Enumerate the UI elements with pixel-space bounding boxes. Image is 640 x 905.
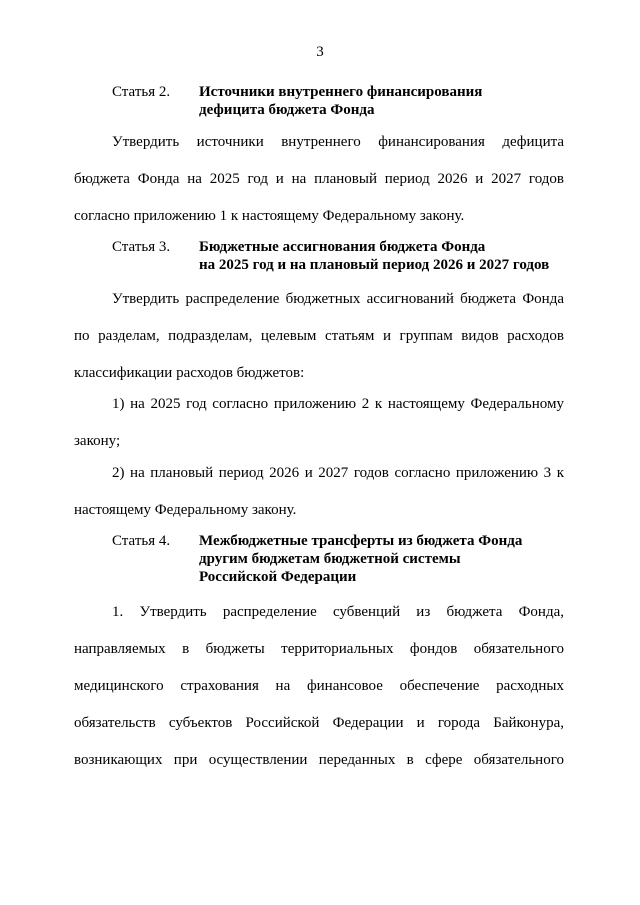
article-4-title-line-1: Межбюджетные трансферты из бюджета Фонда [199, 533, 523, 549]
article-3-title-line-1: Бюджетные ассигнования бюджета Фонда [199, 239, 486, 255]
article-3-item-1: 1) на 2025 год согласно приложению 2 к настоящему Федеральному закону; [74, 396, 564, 449]
article-3-number: Статья 3. [112, 239, 171, 255]
article-4-title-line-3: Российской Федерации [199, 569, 357, 585]
article-4-title [199, 532, 579, 586]
article-4-title-line-2: другим бюджетам бюджетной системы [199, 551, 461, 567]
article-4-number: Статья 4. [112, 533, 171, 549]
article-2-title [199, 83, 579, 119]
page-number: 3 [316, 44, 324, 60]
article-3-item-2: 2) на плановый период 2026 и 2027 годов согласно приложению 3 к настоящему Федеральному закону. [74, 465, 564, 518]
article-3-title [199, 238, 579, 274]
article-4-paragraph-1: 1. Утвердить распределение субвенций из бюджета Фонда, направляемых в бюджеты территориальных фондов обязательного медицинского страхования на финансовое обеспечение расходных обязательств субъектов Российской Федерации и города Байконура, возникающих при осуществлении переданных в сфере обязательного [74, 604, 564, 768]
article-3-intro-paragraph: Утвердить распределение бюджетных ассигнований бюджета Фонда по разделам, подразделам, целевым статьям и группам видов расходов классификации расходов бюджетов: [74, 291, 564, 381]
article-2-number: Статья 2. [112, 84, 171, 100]
article-2-title-line-1: Источники внутреннего финансирования [199, 84, 483, 100]
article-2-paragraph: Утвердить источники внутреннего финансирования дефицита бюджета Фонда на 2025 год и на плановый период 2026 и 2027 годов согласно приложению 1 к настоящему Федеральному закону. [74, 134, 564, 224]
article-3-title-line-2: на 2025 год и на плановый период 2026 и 2027 годов [199, 257, 550, 273]
article-2-title-line-2: дефицита бюджета Фонда [199, 102, 375, 118]
